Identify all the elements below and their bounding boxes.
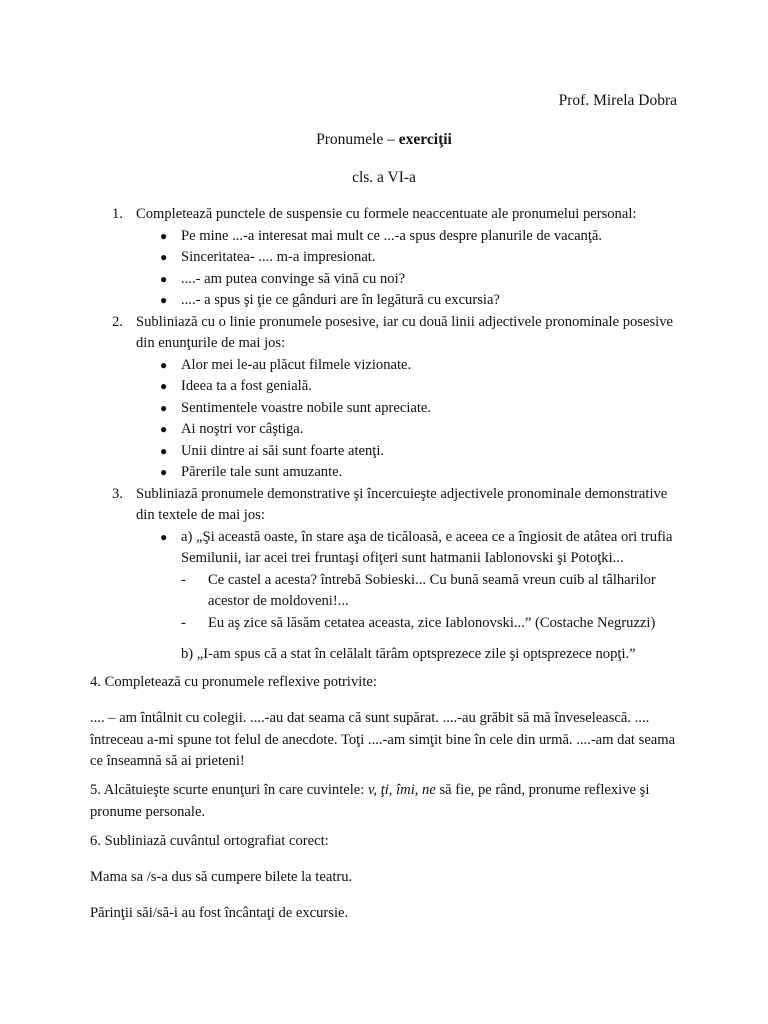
- bullet-icon: ●: [160, 529, 168, 544]
- list-item: ● Părerile tale sunt amuzante.: [136, 462, 682, 484]
- list-item: ● ....- am putea convinge să vină cu noi?: [136, 269, 682, 291]
- exercise-1: [112, 204, 682, 312]
- bullet-icon: ●: [160, 443, 168, 458]
- list-item: ● Ideea ta a fost genială.: [136, 376, 682, 398]
- author-name: Prof. Mirela Dobra: [558, 92, 677, 109]
- class-label: cls. a VI-a: [352, 169, 416, 186]
- list-item: ● Alor mei le-au plăcut filmele vizionate.: [136, 355, 682, 377]
- exercise-2: [112, 312, 682, 484]
- list-item: ● Unii dintre ai săi sunt foarte atenţi.: [136, 441, 682, 463]
- bullet-icon: ●: [160, 271, 168, 286]
- bullet-icon: ●: [160, 400, 168, 415]
- exercise-list: [112, 204, 682, 666]
- list-item: ● Ai noştri vor câştiga.: [136, 419, 682, 441]
- dialogue-lines: [181, 570, 682, 635]
- exercise-1-items: [136, 226, 682, 312]
- exercise-number: 2.: [112, 313, 123, 330]
- list-item: [136, 527, 682, 635]
- dash-icon: -: [181, 571, 186, 588]
- exercise-text: Subliniază cu o linie pronumele posesive, iar cu două linii adjectivele pronominale posesive din enunţurile de mai jos:: [136, 313, 673, 351]
- bullet-icon: ●: [160, 293, 168, 307]
- list-item: ● ....- a spus şi ţie ce gânduri are în legătură cu excursia?: [136, 290, 682, 312]
- bullet-icon: ●: [160, 357, 168, 372]
- title-bold: exerciţii: [398, 131, 452, 148]
- exercise-6-heading: 6. Subliniază cuvântul ortografiat corect:: [90, 833, 329, 849]
- list-item: ● Sentimentele voastre nobile sunt apreciate.: [136, 398, 682, 420]
- text-fragment-a: a) „Şi această oaste, în stare aşa de ticăloasă, e aceea ce a îngiosit de atâtea ori trufia Semilunii, iar acei trei fruntaşi ofiţeri sunt hatmanii Iablonovski şi Potoţki...: [181, 528, 673, 566]
- exercise-text: Completează punctele de suspensie cu formele neaccentuate ale pronumelui personal:: [136, 206, 637, 222]
- exercise-number: 1.: [112, 206, 123, 222]
- list-item: ● Sinceritatea- .... m-a impresionat.: [136, 247, 682, 269]
- bullet-icon: ●: [160, 465, 168, 479]
- exercise-2-items: [136, 355, 682, 484]
- text-fragment-b: b) „I-am spus că a stat în celălalt tărâm optsprezece zile şi optsprezece nopţi.”: [181, 646, 636, 662]
- document-title: [0, 131, 768, 149]
- dialogue-line: - Ce castel a acesta? întrebă Sobieski... Cu bună seamă vreun cuib al tâlharilor acestor de moldoveni!...: [181, 571, 656, 609]
- bullet-icon: ●: [160, 228, 168, 243]
- dialogue-line: - Eu aş zice să lăsăm cetatea aceasta, zice Iablonovski...” (Costache Negruzzi): [181, 613, 682, 635]
- exercise-6-line-1: Mama sa /s-a dus să cumpere bilete la teatru.: [90, 869, 353, 885]
- exercise-5-words: v, ţi, îmi, ne: [368, 782, 436, 798]
- exercise-6-line-2: Părinţii săi/să-i au fost încântaţi de excursie.: [90, 905, 349, 921]
- list-item: ● Pe mine ...-a interesat mai mult ce ...-a spus despre planurile de vacanţă.: [136, 226, 682, 248]
- exercise-5: 5. Alcătuieşte scurte enunţuri în care cuvintele: v, ţi, îmi, ne să fie, pe rând, pronume reflexive şi pronume personale.: [90, 782, 650, 820]
- exercise-4-text: .... – am întâlnit cu colegii. ....-au dat seama că sunt supărat. ....-au grăbit să mă înveselească. .... întreceau a-mi spune tot felul de anecdote. Toţi ....-am simţit bine în cele din urmă. ....-am dat seama ce înseamnă să ai prieteni!: [90, 710, 676, 769]
- title-plain: Pronumele –: [316, 131, 399, 148]
- exercise-3: [112, 484, 682, 666]
- exercise-text: Subliniază pronumele demonstrative şi încercuieşte adjectivele pronominale demonstrative din textele de mai jos:: [136, 485, 668, 523]
- bullet-icon: ●: [160, 422, 168, 436]
- exercise-number: 3.: [112, 485, 123, 502]
- bullet-icon: ●: [160, 250, 168, 264]
- exercise-3-items: [136, 527, 682, 635]
- bullet-icon: ●: [160, 379, 168, 393]
- dash-icon: -: [181, 614, 186, 631]
- exercise-4-heading: 4. Completează cu pronumele reflexive potrivite:: [90, 674, 377, 690]
